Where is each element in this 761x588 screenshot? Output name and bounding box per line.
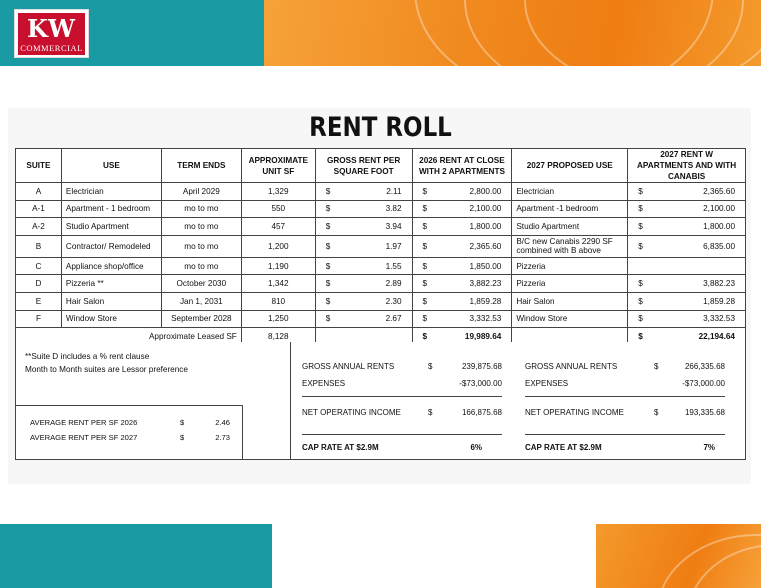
cell-term-ends: April 2029	[161, 183, 241, 201]
average-rent-box: AVERAGE RENT PER SF 2026 $ 2.46 AVERAGE RENT PER SF 2027 $ 2.73	[16, 405, 243, 460]
cell-use-2027: Window Store	[512, 310, 628, 328]
cell-use: Window Store	[61, 310, 161, 328]
cell-use: Studio Apartment	[61, 218, 161, 236]
kw-commercial-logo: KW COMMERCIAL	[14, 9, 89, 58]
cell-use-2027: Electrician	[512, 183, 628, 201]
table-row	[16, 200, 746, 218]
cell-suite: A	[16, 183, 62, 201]
page-title: RENT ROLL	[309, 112, 452, 143]
header-unit-sf: APPROXIMATE UNIT SF	[241, 149, 315, 183]
cell-use: Pizzeria **	[61, 275, 161, 293]
cell-use: Apartment - 1 bedroom	[61, 200, 161, 218]
table-header-row	[16, 149, 746, 183]
cell-suite: A-2	[16, 218, 62, 236]
cell-suite: E	[16, 292, 62, 310]
header-use: USE	[61, 149, 161, 183]
cell-unit-sf: 550	[241, 200, 315, 218]
cell-rent-psf: $ 3.94	[315, 218, 412, 236]
cell-suite: F	[16, 310, 62, 328]
cell-rent-2026: $ 1,850.00	[412, 257, 512, 275]
cell-use: Contractor/ Remodeled	[61, 235, 161, 257]
cell-term-ends: Jan 1, 2031	[161, 292, 241, 310]
table-row	[16, 235, 746, 257]
table-row	[16, 183, 746, 201]
cell-rent-2026: $ 3,332.53	[412, 310, 512, 328]
cell-unit-sf: 1,200	[241, 235, 315, 257]
header-term-ends: TERM ENDS	[161, 149, 241, 183]
cell-unit-sf: 1,342	[241, 275, 315, 293]
summary-divider	[290, 342, 291, 460]
cell-rent-psf: $ 1.97	[315, 235, 412, 257]
table-row	[16, 310, 746, 328]
header-use-2027: 2027 PROPOSED USE	[512, 149, 628, 183]
cell-rent-2027: $ 2,100.00	[628, 200, 746, 218]
header-rent-psf: GROSS RENT PER SQUARE FOOT	[315, 149, 412, 183]
cell-rent-2027: $ 6,835.00	[628, 235, 746, 257]
cell-unit-sf: 457	[241, 218, 315, 236]
cell-term-ends: mo to mo	[161, 257, 241, 275]
cell-rent-psf: $ 2.67	[315, 310, 412, 328]
rule-2026-2	[302, 434, 502, 435]
cell-suite: D	[16, 275, 62, 293]
total-label: Approximate Leased SF	[16, 328, 242, 346]
table-row	[16, 275, 746, 293]
header-rent-2026: 2026 RENT AT CLOSE WITH 2 APARTMENTS	[412, 149, 512, 183]
cell-term-ends: mo to mo	[161, 200, 241, 218]
cell-rent-psf: $ 3.82	[315, 200, 412, 218]
cell-use-2027: Pizzeria	[512, 257, 628, 275]
cell-rent-2027: $ 3,882.23	[628, 275, 746, 293]
cell-term-ends: mo to mo	[161, 218, 241, 236]
cell-use-2027: Apartment -1 bedroom	[512, 200, 628, 218]
cell-unit-sf: 1,329	[241, 183, 315, 201]
total-sf: 8,128	[241, 328, 315, 346]
cell-term-ends: September 2028	[161, 310, 241, 328]
cell-rent-2026: $ 3,882.23	[412, 275, 512, 293]
total-rent-2026: $ 19,989.64	[412, 328, 512, 346]
cell-use-2027: Hair Salon	[512, 292, 628, 310]
cell-use: Appliance shop/office	[61, 257, 161, 275]
total-rent-2027: $ 22,194.64	[628, 328, 746, 346]
cell-rent-2027: $ 3,332.53	[628, 310, 746, 328]
cell-rent-2026: $ 2,365.60	[412, 235, 512, 257]
cell-rent-2026: $ 2,800.00	[412, 183, 512, 201]
header-suite: SUITE	[16, 149, 62, 183]
cell-rent-2026: $ 1,800.00	[412, 218, 512, 236]
cell-rent-psf: $ 1.55	[315, 257, 412, 275]
cell-use-2027: Pizzeria	[512, 275, 628, 293]
cell-unit-sf: 1,190	[241, 257, 315, 275]
cell-rent-2027: $ 1,800.00	[628, 218, 746, 236]
bottom-banner-orange	[596, 524, 761, 588]
rule-2027-2	[525, 434, 725, 435]
cell-unit-sf: 810	[241, 292, 315, 310]
cell-suite: C	[16, 257, 62, 275]
cell-rent-psf: $ 2.11	[315, 183, 412, 201]
cell-suite: B	[16, 235, 62, 257]
cell-rent-2026: $ 1,859.28	[412, 292, 512, 310]
rule-2026-1	[302, 396, 502, 397]
cell-rent-2027: $ 2,365.60	[628, 183, 746, 201]
cell-suite: A-1	[16, 200, 62, 218]
table-row	[16, 257, 746, 275]
cell-use: Hair Salon	[61, 292, 161, 310]
note-line-1: **Suite D includes a % rent clause	[25, 352, 150, 361]
table-row	[16, 292, 746, 310]
header-rent-2027: 2027 RENT W APARTMENTS AND WITH CANABIS	[628, 149, 746, 183]
cell-rent-psf: $ 2.30	[315, 292, 412, 310]
cell-term-ends: mo to mo	[161, 235, 241, 257]
summary-section: **Suite D includes a % rent clause Month to Month suites are Lessor preference AVERAGE RENT PER SF 2026 $ 2.46 AVERAGE RENT PER SF 2027 $ 2.73 GROSS ANNUAL RENTS $ 239,875.68 EXPENSES -$73,000.00 NET OPERATING INCOME $ 166,875.68 CAP RATE AT $2.9M 6% GROSS ANNUAL RENTS $ 266,335.68 EXPENSES -$73,000.00 NET OPERATING INCOME $ 193,335.68 CAP RATE AT $2.9M 7%	[15, 342, 746, 460]
cell-use: Electrician	[61, 183, 161, 201]
cell-use-2027: Studio Apartment	[512, 218, 628, 236]
table-row	[16, 218, 746, 236]
cell-rent-2026: $ 2,100.00	[412, 200, 512, 218]
notes	[25, 350, 188, 376]
cell-use-2027: B/C new Canabis 2290 SF combined with B above	[512, 235, 628, 257]
note-line-2: Month to Month suites are Lessor preference	[25, 365, 188, 374]
cell-term-ends: October 2030	[161, 275, 241, 293]
cell-rent-2027	[628, 257, 746, 275]
bottom-banner-teal	[0, 524, 272, 588]
cell-rent-psf: $ 2.89	[315, 275, 412, 293]
cell-unit-sf: 1,250	[241, 310, 315, 328]
rent-roll-table	[15, 148, 746, 346]
cell-rent-2027: $ 1,859.28	[628, 292, 746, 310]
rule-2027-1	[525, 396, 725, 397]
top-banner-orange	[264, 0, 761, 66]
